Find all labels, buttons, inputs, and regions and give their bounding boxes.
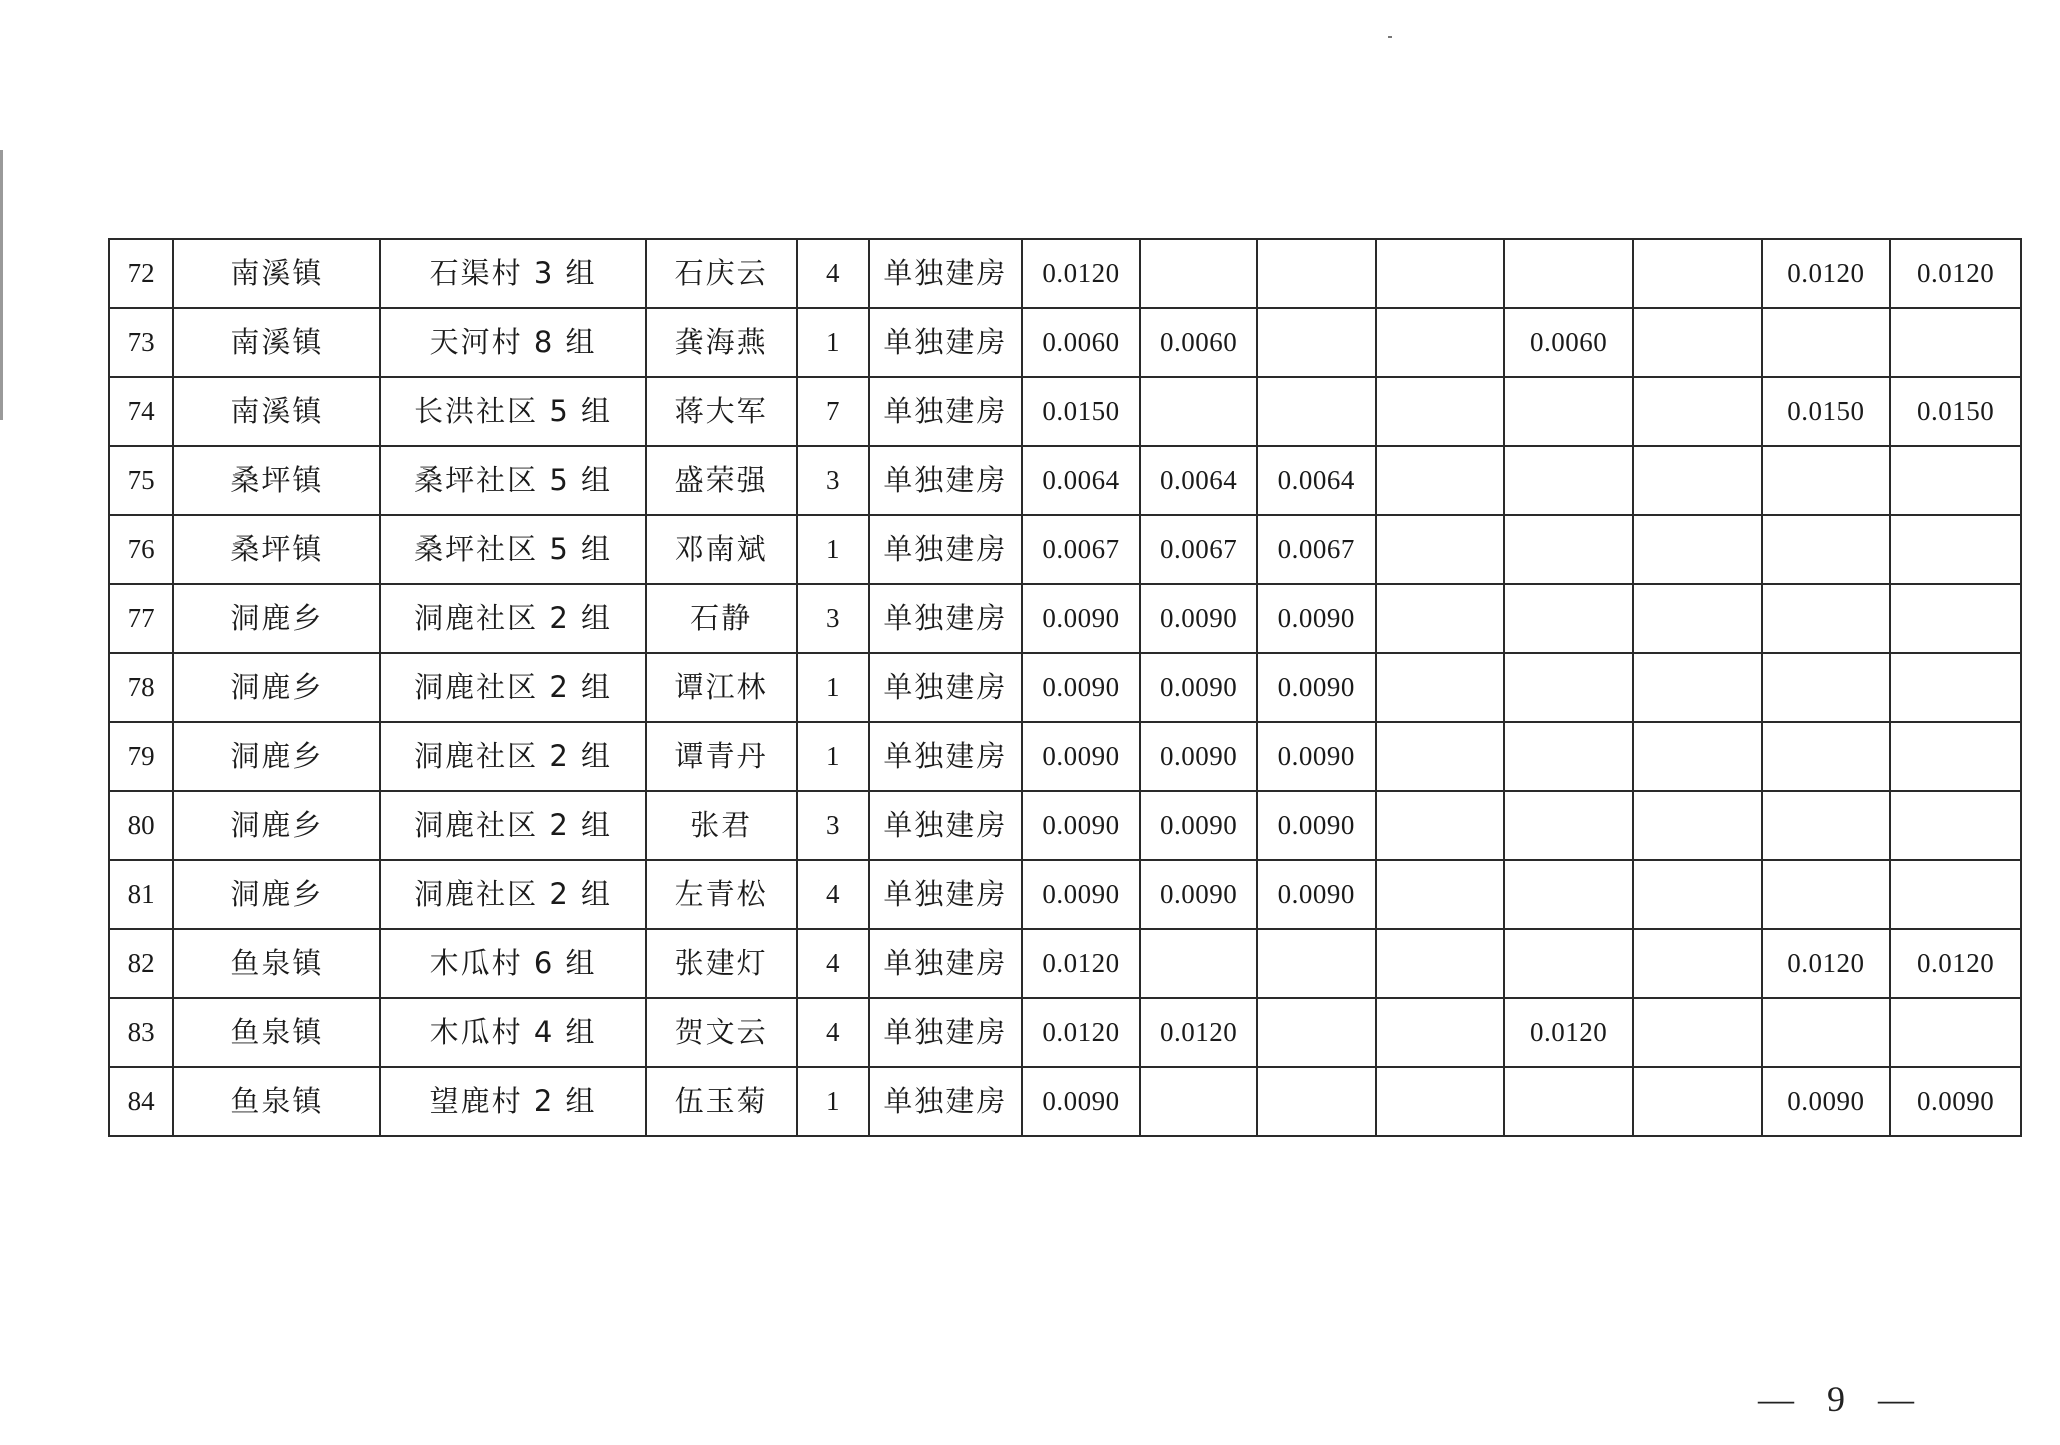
cell-area-col-8: 0.0150 [1890, 377, 2021, 446]
cell-area-col-4 [1376, 653, 1505, 722]
cell-area-col-2: 0.0060 [1140, 308, 1257, 377]
cell-village-group: 桑坪社区 5 组 [380, 515, 645, 584]
cell-area-col-8 [1890, 860, 2021, 929]
cell-area-col-1: 0.0120 [1022, 998, 1141, 1067]
cell-household-size: 4 [797, 239, 869, 308]
cell-applicant-name: 石庆云 [646, 239, 797, 308]
cell-applicant-name: 邓南斌 [646, 515, 797, 584]
cell-area-col-7 [1762, 584, 1891, 653]
cell-area-col-3: 0.0064 [1257, 446, 1376, 515]
table-row [109, 377, 2021, 446]
cell-area-col-3 [1257, 308, 1376, 377]
cell-town: 鱼泉镇 [173, 998, 380, 1067]
cell-village-group: 洞鹿社区 2 组 [380, 584, 645, 653]
cell-household-size: 1 [797, 308, 869, 377]
cell-area-col-1: 0.0090 [1022, 584, 1141, 653]
cell-area-col-6 [1633, 515, 1762, 584]
cell-serial-number: 77 [109, 584, 173, 653]
cell-town: 洞鹿乡 [173, 653, 380, 722]
cell-village-group: 洞鹿社区 2 组 [380, 722, 645, 791]
cell-building-type: 单独建房 [869, 860, 1022, 929]
cell-area-col-5 [1504, 377, 1633, 446]
cell-area-col-4 [1376, 584, 1505, 653]
cell-village-group: 望鹿村 2 组 [380, 1067, 645, 1136]
scan-speck [1388, 36, 1392, 38]
cell-area-col-4 [1376, 239, 1505, 308]
cell-area-col-7 [1762, 791, 1891, 860]
cell-area-col-5 [1504, 1067, 1633, 1136]
cell-building-type: 单独建房 [869, 377, 1022, 446]
cell-household-size: 3 [797, 446, 869, 515]
cell-building-type: 单独建房 [869, 584, 1022, 653]
cell-area-col-8 [1890, 584, 2021, 653]
cell-household-size: 1 [797, 653, 869, 722]
cell-area-col-3: 0.0090 [1257, 722, 1376, 791]
cell-area-col-1: 0.0060 [1022, 308, 1141, 377]
cell-building-type: 单独建房 [869, 446, 1022, 515]
cell-village-group: 木瓜村 4 组 [380, 998, 645, 1067]
cell-building-type: 单独建房 [869, 239, 1022, 308]
table-row [109, 308, 2021, 377]
cell-area-col-3 [1257, 929, 1376, 998]
cell-area-col-1: 0.0090 [1022, 860, 1141, 929]
cell-area-col-5: 0.0120 [1504, 998, 1633, 1067]
scan-edge-mark [0, 150, 3, 420]
cell-town: 鱼泉镇 [173, 929, 380, 998]
cell-serial-number: 72 [109, 239, 173, 308]
cell-household-size: 7 [797, 377, 869, 446]
cell-household-size: 4 [797, 998, 869, 1067]
cell-area-col-2: 0.0064 [1140, 446, 1257, 515]
cell-area-col-3: 0.0067 [1257, 515, 1376, 584]
cell-area-col-8 [1890, 446, 2021, 515]
cell-area-col-1: 0.0150 [1022, 377, 1141, 446]
cell-area-col-4 [1376, 515, 1505, 584]
cell-town: 南溪镇 [173, 239, 380, 308]
cell-building-type: 单独建房 [869, 791, 1022, 860]
cell-applicant-name: 龚海燕 [646, 308, 797, 377]
cell-household-size: 1 [797, 515, 869, 584]
cell-area-col-7: 0.0120 [1762, 239, 1891, 308]
cell-area-col-5 [1504, 860, 1633, 929]
cell-building-type: 单独建房 [869, 653, 1022, 722]
cell-applicant-name: 左青松 [646, 860, 797, 929]
cell-area-col-5 [1504, 929, 1633, 998]
cell-household-size: 1 [797, 722, 869, 791]
homestead-land-table [108, 238, 2022, 1137]
cell-area-col-1: 0.0120 [1022, 929, 1141, 998]
cell-household-size: 1 [797, 1067, 869, 1136]
cell-town: 洞鹿乡 [173, 584, 380, 653]
cell-area-col-8: 0.0090 [1890, 1067, 2021, 1136]
table-row [109, 653, 2021, 722]
cell-area-col-6 [1633, 998, 1762, 1067]
cell-area-col-2 [1140, 239, 1257, 308]
cell-area-col-1: 0.0090 [1022, 722, 1141, 791]
table-row [109, 515, 2021, 584]
table-row [109, 584, 2021, 653]
cell-town: 南溪镇 [173, 308, 380, 377]
table-row [109, 860, 2021, 929]
cell-area-col-4 [1376, 860, 1505, 929]
cell-area-col-6 [1633, 377, 1762, 446]
cell-area-col-7 [1762, 860, 1891, 929]
cell-area-col-4 [1376, 308, 1505, 377]
table-body [109, 239, 2021, 1136]
cell-town: 洞鹿乡 [173, 722, 380, 791]
cell-serial-number: 84 [109, 1067, 173, 1136]
cell-area-col-5 [1504, 239, 1633, 308]
cell-area-col-4 [1376, 929, 1505, 998]
cell-area-col-7 [1762, 446, 1891, 515]
cell-area-col-1: 0.0090 [1022, 653, 1141, 722]
cell-area-col-7 [1762, 722, 1891, 791]
cell-serial-number: 74 [109, 377, 173, 446]
cell-building-type: 单独建房 [869, 515, 1022, 584]
cell-applicant-name: 张建灯 [646, 929, 797, 998]
cell-applicant-name: 伍玉菊 [646, 1067, 797, 1136]
cell-serial-number: 81 [109, 860, 173, 929]
cell-area-col-7: 0.0090 [1762, 1067, 1891, 1136]
cell-serial-number: 73 [109, 308, 173, 377]
table-row [109, 446, 2021, 515]
cell-area-col-3: 0.0090 [1257, 584, 1376, 653]
cell-area-col-7 [1762, 653, 1891, 722]
cell-village-group: 洞鹿社区 2 组 [380, 653, 645, 722]
cell-area-col-1: 0.0120 [1022, 239, 1141, 308]
cell-area-col-3: 0.0090 [1257, 653, 1376, 722]
cell-serial-number: 82 [109, 929, 173, 998]
cell-area-col-1: 0.0090 [1022, 791, 1141, 860]
cell-area-col-2: 0.0120 [1140, 998, 1257, 1067]
cell-area-col-8 [1890, 791, 2021, 860]
table-row [109, 239, 2021, 308]
cell-area-col-2: 0.0090 [1140, 860, 1257, 929]
cell-town: 南溪镇 [173, 377, 380, 446]
cell-area-col-8 [1890, 653, 2021, 722]
cell-building-type: 单独建房 [869, 929, 1022, 998]
cell-area-col-8: 0.0120 [1890, 929, 2021, 998]
cell-area-col-5: 0.0060 [1504, 308, 1633, 377]
cell-area-col-6 [1633, 584, 1762, 653]
cell-area-col-6 [1633, 929, 1762, 998]
cell-area-col-2: 0.0090 [1140, 584, 1257, 653]
cell-applicant-name: 石静 [646, 584, 797, 653]
cell-building-type: 单独建房 [869, 308, 1022, 377]
cell-town: 洞鹿乡 [173, 860, 380, 929]
cell-area-col-8 [1890, 308, 2021, 377]
cell-area-col-3 [1257, 239, 1376, 308]
cell-household-size: 4 [797, 929, 869, 998]
cell-area-col-6 [1633, 722, 1762, 791]
cell-serial-number: 79 [109, 722, 173, 791]
cell-serial-number: 76 [109, 515, 173, 584]
cell-area-col-3: 0.0090 [1257, 791, 1376, 860]
cell-village-group: 洞鹿社区 2 组 [380, 860, 645, 929]
cell-area-col-1: 0.0064 [1022, 446, 1141, 515]
cell-area-col-3: 0.0090 [1257, 860, 1376, 929]
cell-area-col-6 [1633, 653, 1762, 722]
cell-village-group: 木瓜村 6 组 [380, 929, 645, 998]
cell-area-col-1: 0.0090 [1022, 1067, 1141, 1136]
cell-area-col-6 [1633, 791, 1762, 860]
cell-town: 桑坪镇 [173, 446, 380, 515]
cell-serial-number: 78 [109, 653, 173, 722]
cell-area-col-3 [1257, 1067, 1376, 1136]
table-row [109, 722, 2021, 791]
cell-applicant-name: 张君 [646, 791, 797, 860]
cell-area-col-5 [1504, 515, 1633, 584]
cell-area-col-5 [1504, 653, 1633, 722]
cell-area-col-6 [1633, 308, 1762, 377]
cell-area-col-5 [1504, 584, 1633, 653]
cell-serial-number: 75 [109, 446, 173, 515]
cell-area-col-2: 0.0090 [1140, 791, 1257, 860]
cell-town: 桑坪镇 [173, 515, 380, 584]
cell-applicant-name: 贺文云 [646, 998, 797, 1067]
table-row [109, 1067, 2021, 1136]
cell-area-col-2: 0.0090 [1140, 653, 1257, 722]
cell-area-col-8: 0.0120 [1890, 239, 2021, 308]
cell-village-group: 长洪社区 5 组 [380, 377, 645, 446]
cell-area-col-6 [1633, 860, 1762, 929]
cell-area-col-5 [1504, 722, 1633, 791]
cell-area-col-6 [1633, 1067, 1762, 1136]
cell-area-col-4 [1376, 1067, 1505, 1136]
cell-household-size: 3 [797, 584, 869, 653]
cell-area-col-2 [1140, 929, 1257, 998]
table-row [109, 791, 2021, 860]
cell-serial-number: 80 [109, 791, 173, 860]
cell-area-col-1: 0.0067 [1022, 515, 1141, 584]
cell-area-col-8 [1890, 722, 2021, 791]
cell-household-size: 3 [797, 791, 869, 860]
cell-town: 洞鹿乡 [173, 791, 380, 860]
cell-applicant-name: 谭青丹 [646, 722, 797, 791]
cell-area-col-5 [1504, 791, 1633, 860]
cell-building-type: 单独建房 [869, 1067, 1022, 1136]
cell-area-col-4 [1376, 377, 1505, 446]
cell-area-col-8 [1890, 998, 2021, 1067]
cell-village-group: 桑坪社区 5 组 [380, 446, 645, 515]
cell-area-col-2 [1140, 1067, 1257, 1136]
cell-town: 鱼泉镇 [173, 1067, 380, 1136]
cell-area-col-2: 0.0067 [1140, 515, 1257, 584]
cell-area-col-5 [1504, 446, 1633, 515]
table-row [109, 929, 2021, 998]
table-row [109, 998, 2021, 1067]
cell-area-col-2: 0.0090 [1140, 722, 1257, 791]
cell-area-col-3 [1257, 377, 1376, 446]
cell-area-col-7: 0.0150 [1762, 377, 1891, 446]
cell-area-col-7: 0.0120 [1762, 929, 1891, 998]
cell-area-col-4 [1376, 722, 1505, 791]
cell-area-col-7 [1762, 515, 1891, 584]
cell-area-col-3 [1257, 998, 1376, 1067]
cell-area-col-7 [1762, 998, 1891, 1067]
cell-area-col-4 [1376, 998, 1505, 1067]
cell-building-type: 单独建房 [869, 998, 1022, 1067]
cell-building-type: 单独建房 [869, 722, 1022, 791]
page-number: — 9 — [1758, 1379, 1926, 1419]
cell-area-col-6 [1633, 446, 1762, 515]
cell-applicant-name: 谭江林 [646, 653, 797, 722]
cell-area-col-7 [1762, 308, 1891, 377]
cell-serial-number: 83 [109, 998, 173, 1067]
cell-applicant-name: 盛荣强 [646, 446, 797, 515]
cell-village-group: 洞鹿社区 2 组 [380, 791, 645, 860]
cell-area-col-6 [1633, 239, 1762, 308]
cell-area-col-4 [1376, 446, 1505, 515]
cell-village-group: 天河村 8 组 [380, 308, 645, 377]
cell-area-col-4 [1376, 791, 1505, 860]
cell-area-col-2 [1140, 377, 1257, 446]
cell-area-col-8 [1890, 515, 2021, 584]
cell-applicant-name: 蒋大军 [646, 377, 797, 446]
cell-household-size: 4 [797, 860, 869, 929]
cell-village-group: 石渠村 3 组 [380, 239, 645, 308]
